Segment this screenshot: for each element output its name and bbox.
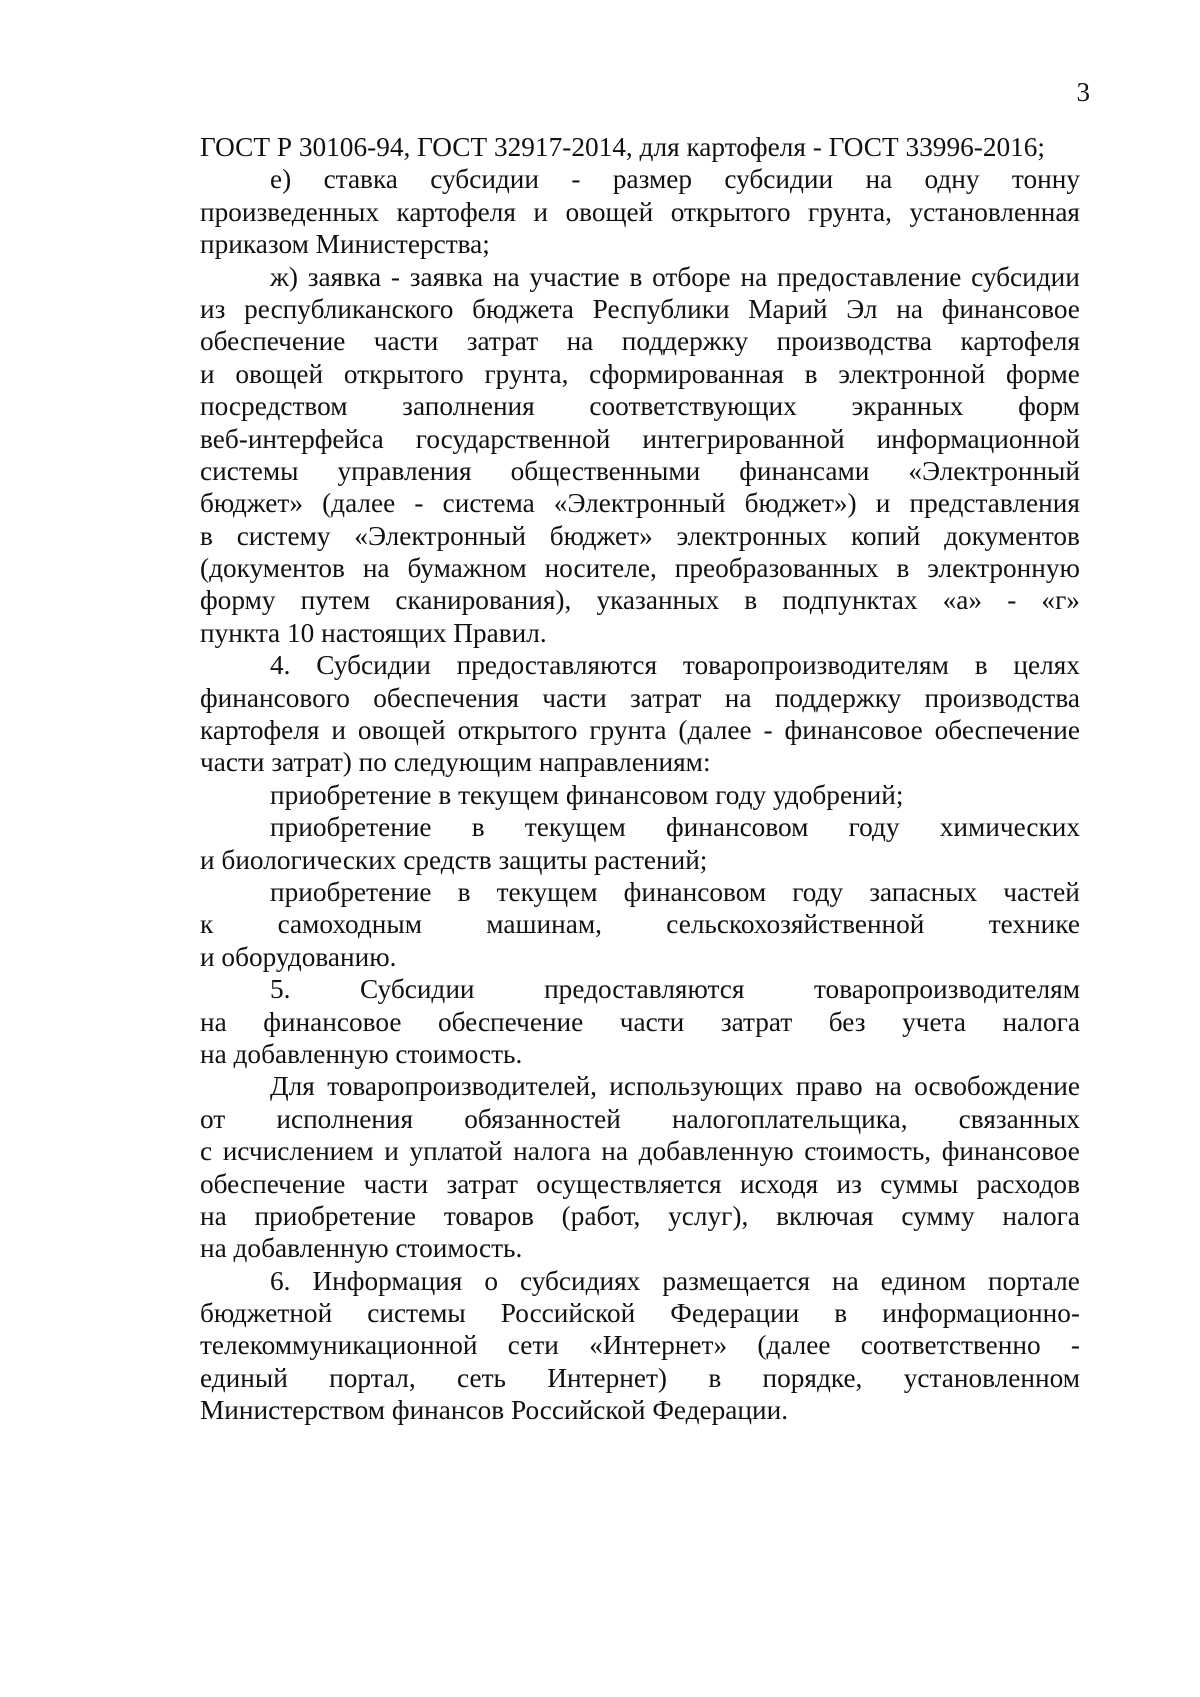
word: от <box>200 1103 226 1134</box>
text-line <box>200 1103 1080 1135</box>
word: товаров <box>443 1200 534 1231</box>
word: на <box>200 1200 227 1231</box>
text-line <box>200 455 1080 487</box>
word: в <box>629 261 643 292</box>
word: овощей <box>235 358 324 389</box>
word: портале <box>988 1265 1080 1296</box>
word: право <box>795 1071 863 1102</box>
word: предоставление <box>777 261 962 292</box>
word: освобождение <box>914 1071 1080 1102</box>
word: одну <box>924 164 980 195</box>
word: бумажном <box>407 553 527 584</box>
word: и <box>331 715 346 746</box>
word: части <box>373 326 439 357</box>
word: уплатой <box>409 1136 503 1167</box>
word: «г» <box>1041 585 1080 616</box>
word: без <box>828 1006 866 1037</box>
word: году <box>792 876 844 907</box>
text-line <box>200 196 1080 228</box>
word: расходов <box>976 1168 1080 1199</box>
word: путем <box>300 585 371 616</box>
text-line <box>200 487 1080 519</box>
text-line: на добавленную стоимость. <box>200 1038 523 1069</box>
word: субсидиях <box>519 1265 641 1296</box>
word: на <box>601 1136 629 1167</box>
word: суммы <box>880 1168 959 1199</box>
word: бюджетной <box>200 1298 333 1329</box>
word: финансами <box>739 455 870 486</box>
text-line <box>200 1200 1080 1232</box>
word: в <box>896 553 910 584</box>
word: из <box>836 1168 862 1199</box>
word: услуг), <box>668 1200 749 1231</box>
word: Для <box>270 1071 315 1102</box>
word: включая <box>776 1200 874 1231</box>
word: в <box>708 1362 722 1393</box>
word: размещается <box>662 1265 811 1296</box>
text-line <box>200 876 1080 908</box>
word: республиканского <box>244 293 454 324</box>
word: стоимость, <box>804 1136 932 1167</box>
text-line <box>200 682 1080 714</box>
text-line: и оборудованию. <box>200 941 397 972</box>
word: исчислением <box>222 1136 374 1167</box>
word: Субсидии <box>360 974 475 1005</box>
word: е) <box>270 164 292 195</box>
text-line <box>200 973 1080 1005</box>
text-line <box>200 293 1080 325</box>
text-line <box>200 520 1080 552</box>
word: товаропроизводителей, <box>327 1071 597 1102</box>
word: бюджет» <box>549 520 653 551</box>
word: и <box>875 488 891 519</box>
word: учета <box>902 1006 966 1037</box>
word: заявка <box>409 261 484 292</box>
word: производства <box>776 326 933 357</box>
word: интегрированной <box>642 423 845 454</box>
word: добавленную <box>638 1136 794 1167</box>
word: соответственно <box>860 1330 1041 1361</box>
word: с <box>200 1136 213 1167</box>
text-line: приказом Министерства; <box>200 229 490 260</box>
word: электронных <box>676 520 828 551</box>
word: 5. <box>270 974 291 1005</box>
word: государственной <box>415 423 611 454</box>
word: финансовом <box>623 876 767 907</box>
word: картофеля <box>960 326 1080 357</box>
word: информационно- <box>882 1298 1080 1329</box>
text-line: на добавленную стоимость. <box>200 1233 523 1264</box>
text-line: части затрат) по следующим направлениям: <box>200 747 711 778</box>
text-line <box>200 1329 1080 1361</box>
word: (далее <box>757 1330 831 1361</box>
word: «Интернет» <box>589 1330 728 1361</box>
word: в <box>834 1298 848 1329</box>
word: систему <box>236 520 331 551</box>
word: обеспечения <box>373 682 519 713</box>
word: Федерации <box>670 1298 800 1329</box>
text-line <box>200 552 1080 584</box>
word: - <box>571 164 581 195</box>
word: налогоплательщика, <box>671 1103 908 1134</box>
word: преобразованных <box>674 553 879 584</box>
text-line: пункта 10 настоящих Правил. <box>200 617 547 648</box>
word: форм <box>1018 391 1080 422</box>
text-line <box>200 1070 1080 1102</box>
word: затрат <box>446 1168 518 1199</box>
word: налога <box>1002 1200 1080 1231</box>
word: сформированная <box>589 358 784 389</box>
word: порядке, <box>762 1362 863 1393</box>
text-line <box>200 325 1080 357</box>
text-line <box>200 584 1080 616</box>
word: (далее <box>322 488 396 519</box>
word: товаропроизводителям <box>813 974 1080 1005</box>
word: и <box>384 1136 399 1167</box>
word: в <box>457 876 471 907</box>
word: информационной <box>876 423 1080 454</box>
word: размер <box>612 164 693 195</box>
word: электронную <box>927 553 1080 584</box>
word: установленная <box>909 196 1080 227</box>
word: приобретение <box>270 812 432 843</box>
word: на <box>865 164 893 195</box>
word: открытого <box>457 715 578 746</box>
word: финансовое <box>941 1136 1080 1167</box>
word: обеспечение <box>200 1168 346 1199</box>
word: затрат <box>720 1006 793 1037</box>
word: финансовом <box>665 812 809 843</box>
word: в <box>200 520 213 551</box>
word: 6. <box>270 1265 291 1296</box>
word: технике <box>988 909 1080 940</box>
word: «Электронный <box>354 520 526 551</box>
text-line <box>200 261 1080 293</box>
word: тонну <box>1011 164 1080 195</box>
word: соответствующих <box>589 391 797 422</box>
word: сети <box>507 1330 559 1361</box>
word: едином <box>880 1265 967 1296</box>
word: «а» <box>942 585 983 616</box>
word: и <box>200 358 215 389</box>
text-line <box>200 358 1080 390</box>
word: овощей <box>565 196 654 227</box>
word: грунта <box>589 715 667 746</box>
word: - <box>390 261 400 292</box>
word: сеть <box>457 1362 506 1393</box>
word: субсидии <box>430 164 540 195</box>
text-line <box>200 811 1080 843</box>
word: веб-интерфейса <box>200 423 384 454</box>
text-line <box>200 423 1080 455</box>
word: грунта, <box>484 358 569 389</box>
word: портал, <box>329 1362 416 1393</box>
text-line: Министерством финансов Российской Федерации. <box>200 1395 789 1426</box>
word: финансовое <box>784 715 923 746</box>
word: исполнения <box>276 1103 414 1134</box>
word: «Электронный <box>553 488 726 519</box>
word: на <box>362 553 390 584</box>
word: (документов <box>200 553 345 584</box>
word: субсидии <box>724 164 834 195</box>
word: на <box>740 261 768 292</box>
word: Интернет) <box>547 1362 668 1393</box>
word: сканирования), <box>395 585 572 616</box>
word: текущем <box>524 812 626 843</box>
word: на <box>832 1265 859 1296</box>
word: Информация <box>312 1265 463 1296</box>
word: носителе, <box>544 553 657 584</box>
word: производства <box>924 682 1080 713</box>
word: системы <box>367 1298 466 1329</box>
word: самоходным <box>277 909 422 940</box>
page-number: 3 <box>1076 77 1090 107</box>
word: финансовое <box>941 293 1080 324</box>
word: на <box>566 326 594 357</box>
word: использующих <box>609 1071 784 1102</box>
text-line <box>200 390 1080 422</box>
word: участие <box>529 261 620 292</box>
word: затрат <box>630 682 702 713</box>
word: указанных <box>596 585 720 616</box>
word: обеспечение <box>437 1006 584 1037</box>
word: финансовое <box>263 1006 402 1037</box>
text-line <box>200 908 1080 940</box>
text-line <box>200 649 1080 681</box>
word: Республики <box>592 293 730 324</box>
word: налога <box>1002 1006 1080 1037</box>
word: части <box>363 1168 429 1199</box>
word: - <box>414 488 424 519</box>
word: бюджета <box>472 293 574 324</box>
word: в <box>974 650 988 681</box>
word: на <box>875 1071 902 1102</box>
word: осуществляется <box>536 1168 722 1199</box>
word: 4. <box>270 650 291 681</box>
word: налога <box>513 1136 591 1167</box>
word: картофеля <box>200 715 320 746</box>
text-line <box>200 1135 1080 1167</box>
word: Российской <box>500 1298 636 1329</box>
word: - <box>763 715 773 746</box>
word: предоставляются <box>544 974 745 1005</box>
word: поддержку <box>621 326 749 357</box>
word: ж) <box>270 261 298 292</box>
word: части <box>542 682 607 713</box>
word: овощей <box>357 715 446 746</box>
word: грунта, <box>808 196 892 227</box>
text-line: приобретение в текущем финансовом году удобрений; <box>270 779 904 810</box>
word: году <box>848 812 900 843</box>
word: заявка <box>307 261 382 292</box>
word: затрат <box>466 326 539 357</box>
word: связанных <box>958 1103 1080 1134</box>
word: (работ, <box>561 1200 641 1231</box>
word: из <box>200 293 226 324</box>
word: частей <box>1003 876 1080 907</box>
word: финансового <box>200 682 350 713</box>
word: отборе <box>652 261 731 292</box>
text-line: и биологических средств защиты растений; <box>200 844 708 875</box>
word: установленном <box>903 1362 1080 1393</box>
word: Эл <box>846 293 878 324</box>
word: на <box>200 1006 227 1037</box>
word: исходя <box>739 1168 819 1199</box>
word: открытого <box>343 358 464 389</box>
word: и <box>533 196 548 227</box>
word: целях <box>1013 650 1080 681</box>
word: копий <box>850 520 921 551</box>
word: форме <box>1005 358 1080 389</box>
text-line <box>200 1265 1080 1297</box>
text-line: ГОСТ Р 30106-94, ГОСТ 32917-2014, для картофеля - ГОСТ 33996-2016; <box>200 132 1046 162</box>
word: картофеля <box>396 196 516 227</box>
text-line <box>200 1168 1080 1200</box>
word: - <box>1007 585 1017 616</box>
word: в <box>744 585 758 616</box>
word: машинам, <box>486 909 602 940</box>
word: обязанностей <box>464 1103 621 1134</box>
text-line <box>200 1006 1080 1038</box>
word: единый <box>200 1362 288 1393</box>
word: бюджет») <box>744 488 857 519</box>
word: бюджет» <box>200 488 303 519</box>
word: подпунктах <box>782 585 918 616</box>
word: приобретение <box>270 876 432 907</box>
word: форму <box>200 585 276 616</box>
word: экранных <box>851 391 964 422</box>
word: Марий <box>748 293 828 324</box>
word: документов <box>944 520 1080 551</box>
word: - <box>1070 1330 1080 1361</box>
word: заполнения <box>402 391 535 422</box>
word: представления <box>909 488 1080 519</box>
word: системы <box>200 455 299 486</box>
word: Субсидии <box>316 650 431 681</box>
word: химических <box>939 812 1080 843</box>
word: предоставляются <box>456 650 658 681</box>
word: части <box>619 1006 685 1037</box>
word: ставка <box>323 164 398 195</box>
word: управления <box>337 455 472 486</box>
word: запасных <box>869 876 978 907</box>
word: к <box>200 909 214 940</box>
text-line <box>200 1362 1080 1394</box>
word: субсидии <box>971 261 1080 292</box>
word: сумму <box>901 1200 975 1231</box>
word: произведенных <box>200 196 379 227</box>
text-line <box>200 1297 1080 1329</box>
word: поддержку <box>774 682 902 713</box>
word: на <box>724 682 752 713</box>
word: на <box>896 293 924 324</box>
document-body <box>200 131 1080 1427</box>
word: в <box>804 358 818 389</box>
word: текущем <box>496 876 598 907</box>
word: электронной <box>838 358 986 389</box>
word: обеспечение <box>200 326 346 357</box>
text-line <box>200 714 1080 746</box>
word: обеспечение <box>934 715 1080 746</box>
text-line <box>200 163 1080 195</box>
word: в <box>471 812 485 843</box>
word: сельскохозяйственной <box>666 909 925 940</box>
word: открытого <box>670 196 791 227</box>
word: о <box>484 1265 498 1296</box>
word: посредством <box>200 391 348 422</box>
word: на <box>492 261 520 292</box>
word: «Электронный <box>908 455 1080 486</box>
word: общественными <box>510 455 701 486</box>
word: система <box>442 488 535 519</box>
word: (далее <box>678 715 752 746</box>
word: телекоммуникационной <box>200 1330 478 1361</box>
word: товаропроизводителям <box>682 650 949 681</box>
word: приобретение <box>254 1200 417 1231</box>
